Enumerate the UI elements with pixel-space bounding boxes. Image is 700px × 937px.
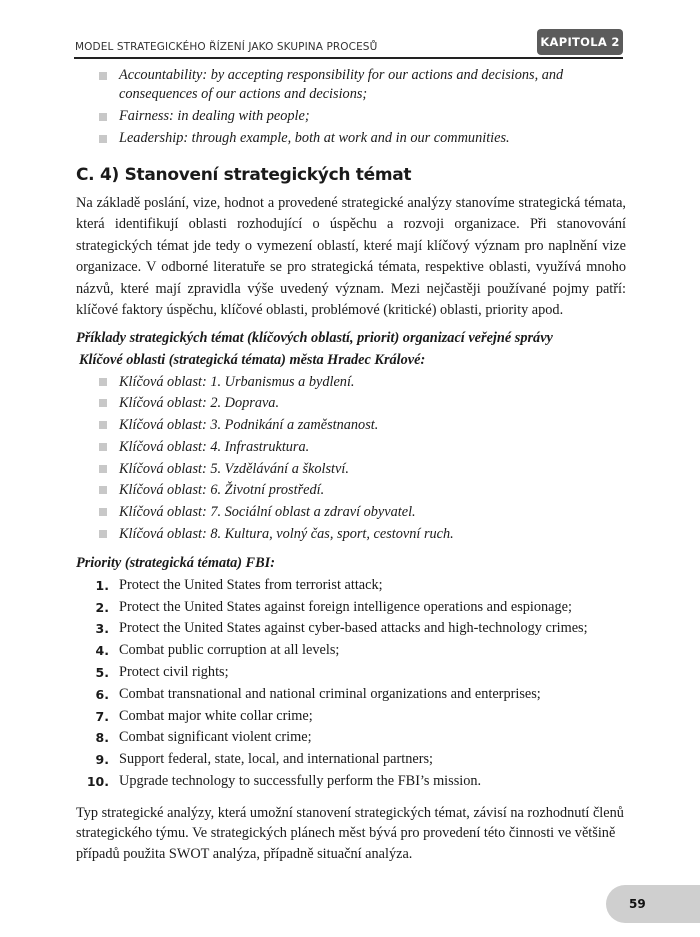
list-item-text: Combat significant violent crime; xyxy=(119,729,312,746)
square-bullet-icon xyxy=(99,113,107,121)
list-number: 10. xyxy=(86,774,109,790)
square-bullet-icon xyxy=(99,486,107,494)
list-item-text: Combat public corruption at all levels; xyxy=(119,642,340,659)
list-item xyxy=(76,437,626,459)
list-item xyxy=(76,415,626,437)
list-item xyxy=(76,459,626,481)
square-bullet-icon xyxy=(99,399,107,407)
hradec-kralove-heading: Klíčové oblasti (strategická témata) města Hradec Králové: xyxy=(79,351,426,368)
list-item-text: Fairness: in dealing with people; xyxy=(119,108,310,124)
list-number: 7. xyxy=(95,708,109,724)
list-item-text: Klíčová oblast: 8. Kultura, volný čas, sport, cestovní ruch. xyxy=(119,526,454,543)
list-item xyxy=(76,618,626,640)
list-item xyxy=(76,524,626,546)
list-item-text: Upgrade technology to successfully perform the FBI’s mission. xyxy=(119,773,482,790)
list-item-text: Klíčová oblast: 3. Podnikání a zaměstnanost. xyxy=(119,417,379,434)
list-item xyxy=(76,107,626,126)
list-number: 3. xyxy=(95,621,109,637)
square-bullet-icon xyxy=(99,421,107,429)
closing-paragraph: Typ strategické analýzy, která umožní stanovení strategických témat, závisí na rozhodnutí členů strategického týmu. Ve strategických plánech měst bývá pro provedení této činnosti ve většině případů použita SWOT analýza, případně situační analýza. xyxy=(76,804,624,862)
list-item-text: Klíčová oblast: 7. Sociální oblast a zdraví obyvatel. xyxy=(119,504,416,521)
list-number: 5. xyxy=(95,665,109,681)
list-item xyxy=(76,372,626,394)
list-item xyxy=(76,640,626,662)
list-item xyxy=(76,66,626,104)
section-heading: C. 4) Stanovení strategických témat xyxy=(76,165,412,185)
square-bullet-icon xyxy=(99,530,107,538)
list-item-text: Support federal, state, local, and international partners; xyxy=(119,751,434,768)
list-item-text: Klíčová oblast: 6. Životní prostředí. xyxy=(119,482,325,499)
list-number: 8. xyxy=(95,730,109,746)
page-content xyxy=(76,66,626,864)
list-item-text: Combat transnational and national criminal organizations and enterprises; xyxy=(119,685,541,702)
intro-paragraph: Na základě poslání, vize, hodnot a provedené strategické analýzy stanovíme strategická témata, která identifikují oblasti rozhodující o úspěchu a rozvoji organizace. Při stanovování strategických témat jde tedy o vymezení oblastí, které mají klíčový význam pro naplnění vize organizace. V odborné literatuře se pro strategická témata, respektive oblasti, využívá mnoho názvů, které mají zpravidla výše uvedený význam. Mezi nejčastěji používané pojmy patří: klíčové faktory úspěchu, klíčové oblasti, problémové (kritické) oblasti, priority apod. xyxy=(76,194,626,318)
page-number-tab xyxy=(606,885,700,923)
list-number: 2. xyxy=(95,599,109,615)
page-number: 59 xyxy=(629,897,646,911)
square-bullet-icon xyxy=(99,465,107,473)
examples-heading: Příklady strategických témat (klíčových oblastí, priorit) organizací veřejné správy xyxy=(76,329,553,346)
list-item-text: Klíčová oblast: 2. Doprava. xyxy=(119,395,280,412)
square-bullet-icon xyxy=(99,508,107,516)
list-item-text: Leadership: through example, both at work and in our communities. xyxy=(119,130,510,146)
list-number: 1. xyxy=(95,577,109,593)
list-number: 6. xyxy=(95,686,109,702)
header-rule xyxy=(74,57,623,59)
list-item xyxy=(76,575,626,597)
list-item xyxy=(76,597,626,619)
list-item-text: Protect the United States against cyber-based attacks and high-technology crimes; xyxy=(119,620,588,637)
list-number: 4. xyxy=(95,643,109,659)
list-item xyxy=(76,749,626,771)
list-item xyxy=(76,480,626,502)
fbi-priorities-heading: Priority (strategická témata) FBI: xyxy=(76,554,275,571)
chapter-badge: KAPITOLA 2 xyxy=(537,29,623,55)
list-item-text: Protect the United States from terrorist attack; xyxy=(119,576,383,593)
list-item xyxy=(76,706,626,728)
list-item xyxy=(76,393,626,415)
list-item xyxy=(76,662,626,684)
list-item-text: Klíčová oblast: 5. Vzdělávání a školství. xyxy=(119,460,349,477)
hradec-kralove-areas-list xyxy=(76,372,626,546)
fbi-priorities-list xyxy=(76,575,626,793)
list-item-text: Klíčová oblast: 4. Infrastruktura. xyxy=(119,438,310,455)
list-number: 9. xyxy=(95,752,109,768)
list-item xyxy=(76,502,626,524)
square-bullet-icon xyxy=(99,378,107,386)
list-item-text: Klíčová oblast: 1. Urbanismus a bydlení. xyxy=(119,373,355,390)
list-item-text: Accountability: by accepting responsibility for our actions and decisions, and consequences of our actions and decisions; xyxy=(119,67,564,102)
list-item-text: Combat major white collar crime; xyxy=(119,707,313,724)
list-item-text: Protect the United States against foreign intelligence operations and espionage; xyxy=(119,598,572,615)
list-item-text: Protect civil rights; xyxy=(119,664,229,681)
square-bullet-icon xyxy=(99,443,107,451)
list-item xyxy=(76,727,626,749)
square-bullet-icon xyxy=(99,72,107,80)
square-bullet-icon xyxy=(99,135,107,143)
values-list xyxy=(76,66,626,148)
list-item xyxy=(76,684,626,706)
list-item xyxy=(76,771,626,793)
list-item xyxy=(76,129,626,148)
running-header-title: MODEL STRATEGICKÉHO ŘÍZENÍ JAKO SKUPINA PROCESŮ xyxy=(75,41,378,53)
